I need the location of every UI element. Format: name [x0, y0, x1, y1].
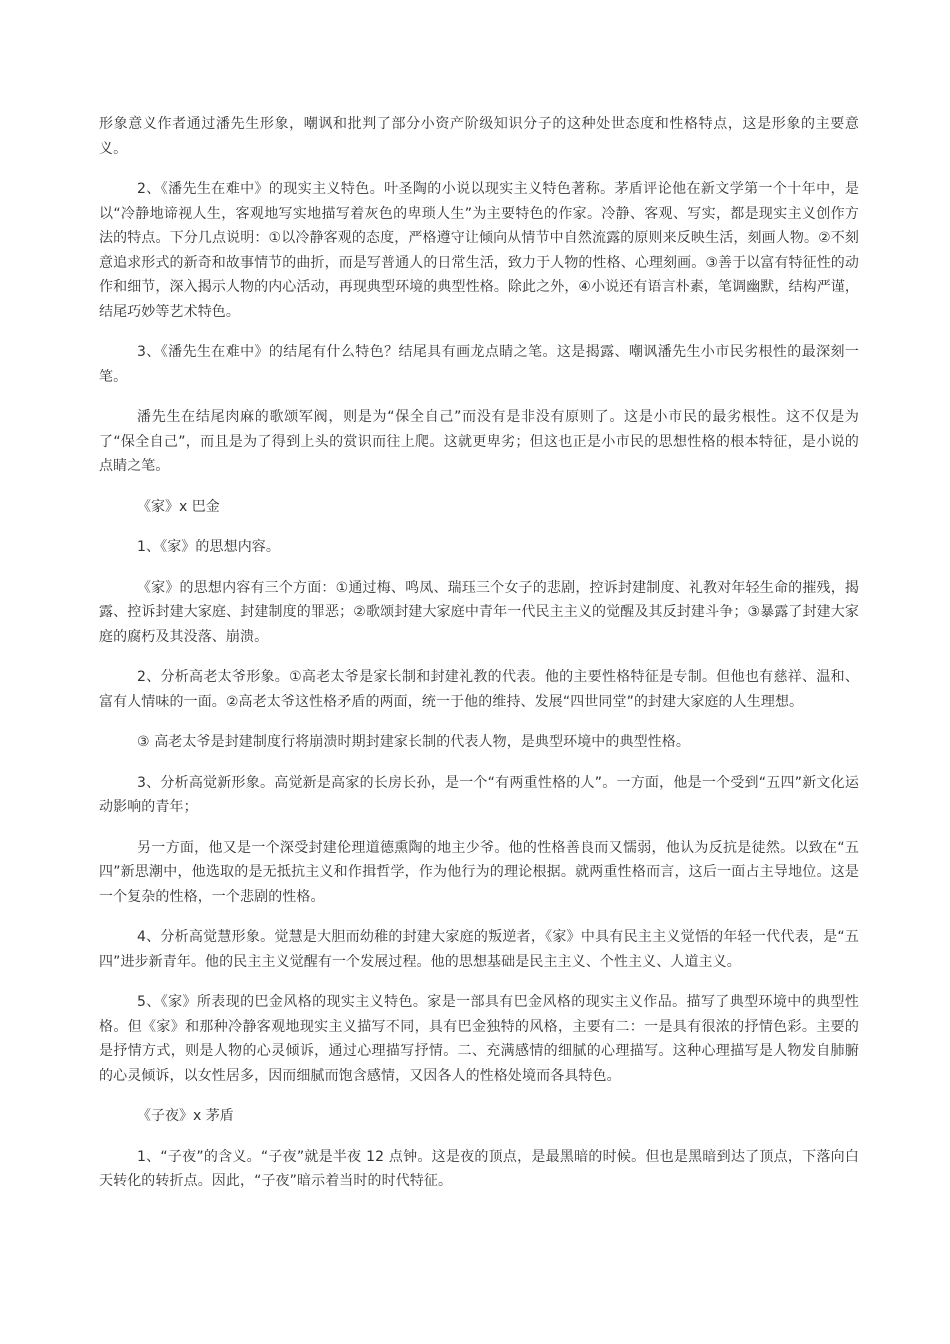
section-heading: 《家》x 巴金: [137, 498, 220, 515]
paragraph: 5、《家》所表现的巴金风格的现实主义特色。家是一部具有巴金风格的现实主义作品。描写了典型环境中的典型性格。但《家》和那种冷静客观地现实主义描写不同，具有巴金独特的风格，主要有二：一是具有很浓的抒情色彩。主要的是抒情方式，则是人物的心灵倾诉，通过心理描写抒情。二、充满感情的细腻的心理描写。这种心理描写是人物发自肺腑的心灵倾诉，以女性居多，因而细腻而饱含感情，又因各人的性格处境而各具特色。: [99, 994, 859, 1084]
paragraph: 另一方面，他又是一个深受封建伦理道德熏陶的地主少爷。他的性格善良而又懦弱，他认为反抗是徒然。以致在“五四”新思潮中，他选取的是无抵抗主义和作揖哲学，作为他行为的理论根据。就两重性格而言，这后一面占主导地位。这是一个复杂的性格，一个悲剧的性格。: [99, 839, 859, 905]
paragraph: 2、分析高老太爷形象。①高老太爷是家长制和封建礼教的代表。他的主要性格特征是专制。但他也有慈祥、温和、富有人情味的一面。②高老太爷这性格矛盾的两面，统一于他的维持、发展“四世同堂”的封建大家庭的人生理想。: [99, 669, 859, 710]
paragraph: 4、分析高觉慧形象。觉慧是大胆而幼稚的封建大家庭的叛逆者，《家》中具有民主主义觉悟的年轻一代代表，是“五四”进步新青年。他的民主主义觉醒有一个发展过程。他的思想基础是民主主义、个性主义、人道主义。: [99, 929, 859, 970]
section-heading: 《子夜》x 茅盾: [137, 1108, 234, 1124]
paragraph: 潘先生在结尾肉麻的歌颂军阀，则是为“保全自己”而没有是非没有原则了。这是小市民的最劣根性。这不仅是为了“保全自己”，而且是为了得到上头的赏识而往上爬。这就更卑劣；但这也正是小市民的思想性格的根本特征，是小说的点睛之笔。: [99, 409, 859, 474]
document-body: [99, 112, 859, 1210]
paragraph: 1、“子夜”的含义。“子夜”就是半夜 12 点钟。这是夜的顶点，是最黑暗的时候。但也是黑暗到达了顶点，下落向白天转化的转折点。因此，“子夜”暗示着当时的时代特征。: [99, 1148, 859, 1189]
paragraph: 3、分析高觉新形象。高觉新是高家的长房长孙，是一个“有两重性格的人”。一方面，他是一个受到“五四”新文化运动影响的青年；: [99, 774, 859, 815]
paragraph: 1、《家》的思想内容。: [137, 539, 281, 555]
paragraph: 3、《潘先生在难中》的结尾有什么特色？结尾具有画龙点睛之笔。这是揭露、嘲讽潘先生小市民劣根性的最深刻一笔。: [99, 344, 859, 385]
paragraph: 形象意义作者通过潘先生形象，嘲讽和批判了部分小资产阶级知识分子的这种处世态度和性格特点，这是形象的主要意义。: [99, 116, 859, 157]
paragraph: ③ 高老太爷是封建制度行将崩溃时期封建家长制的代表人物，是典型环境中的典型性格。: [137, 734, 690, 750]
paragraph: 《家》的思想内容有三个方面：①通过梅、鸣凤、瑞珏三个女子的悲剧，控诉封建制度、礼教对年轻生命的摧残，揭露、控诉封建大家庭、封建制度的罪恶；②歌颂封建大家庭中青年一代民主主义的觉醒及其反封建斗争；③暴露了封建大家庭的腐朽及其没落、崩溃。: [99, 579, 859, 645]
paragraph: 2、《潘先生在难中》的现实主义特色。叶圣陶的小说以现实主义特色著称。茅盾评论他在新文学第一个十年中，是以“冷静地谛视人生，客观地写实地描写着灰色的卑琐人生”为主要特色的作家。冷静、客观、写实，都是现实主义创作方法的特点。下分几点说明：①以冷静客观的态度，严格遵守让倾向从情节中自然流露的原则来反映生活，刻画人物。②不刻意追求形式的新奇和故事情节的曲折，而是写普通人的日常生活，致力于人物的性格、心理刻画。③善于以富有特征性的动作和细节，深入揭示人物的内心活动，再现典型环境的典型性格。除此之外，④小说还有语言朴素，笔调幽默，结构严谨，结尾巧妙等艺术特色。: [99, 181, 859, 320]
